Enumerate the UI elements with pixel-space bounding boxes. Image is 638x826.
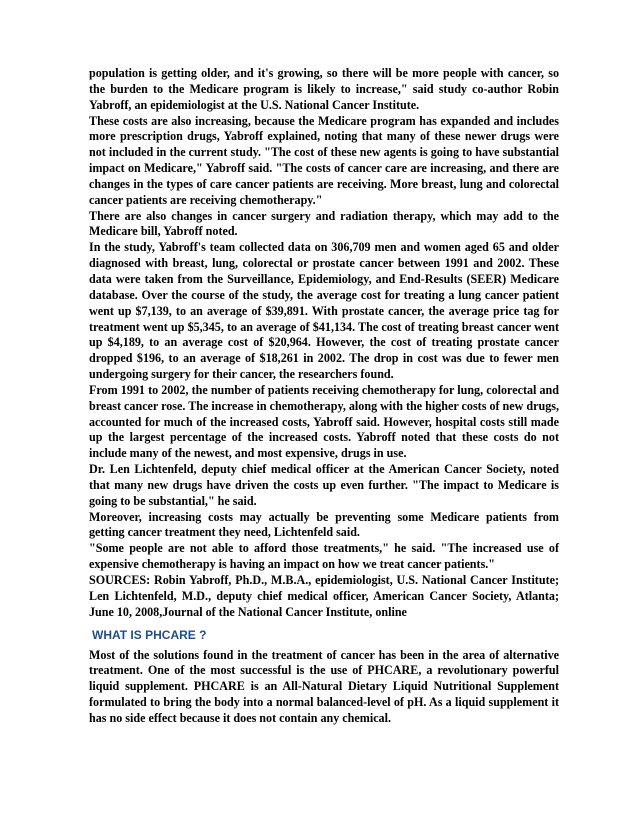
paragraph-quote: "Some people are not able to afford those treatments," he said. "The increased use of expensive chemotherapy is having an impact on how we treat cancer patients.": [89, 541, 559, 572]
paragraph-costs-increasing: These costs are also increasing, because the Medicare program has expanded and includes more prescription drugs, Yabroff explained, noting that many of these newer drugs were not included in the current study. "The cost of these new agents is going to have substantial impact on Medicare," Yabroff said. "The costs of cancer care are increasing, and there are changes in the types of care cancer patients are receiving. More breast, lung and colorectal cancer patients are receiving chemotherapy.": [89, 113, 559, 207]
paragraph-sources: SOURCES: Robin Yabroff, Ph.D., M.B.A., epidemiologist, U.S. National Cancer Institute; Len Lichtenfeld, M.D., deputy chief medical officer, American Cancer Society, Atlanta; June 10, 2008,Journal of the National Cancer Institute, online: [89, 573, 559, 619]
paragraph-medicare-burden: population is getting older, and it's growing, so there will be more people with cancer, so the burden to the Medicare program is likely to increase," said study co-author Robin Yabroff, an epidemiologist at the U.S. National Cancer Institute.: [89, 66, 559, 112]
section-heading: WHAT IS PHCARE ?: [92, 627, 207, 642]
paragraph-surgery-radiation: There are also changes in cancer surgery and radiation therapy, which may add to the Medicare bill, Yabroff noted.: [89, 208, 559, 239]
paragraph-study-data: In the study, Yabroff's team collected data on 306,709 men and women aged 65 and older diagnosed with breast, lung, colorectal or prostate cancer between 1991 and 2002. These data were taken from the Surveillance, Epidemiology, and End-Results (SEER) Medicare database. Over the course of the study, the average cost for treating a lung cancer patient went up $7,139, to an average of $39,891. With prostate cancer, the average price tag for treatment went up $5,345, to an average of $41,134. The cost of treating breast cancer went up $4,189, to an average cost of $20,964. However, the cost of treating prostate cancer dropped $196, to an average of $18,261 in 2002. The drop in cost was due to fewer men undergoing surgery for their cancer, the researchers found.: [89, 240, 559, 382]
document-page: [89, 66, 559, 727]
paragraph-lichtenfeld: Dr. Len Lichtenfeld, deputy chief medical officer at the American Cancer Society, noted that many new drugs have driven the costs up even further. "The impact to Medicare is going to be substantial," he said.: [89, 462, 559, 508]
paragraph-phcare: Most of the solutions found in the treatment of cancer has been in the area of alternative treatment. One of the most successful is the use of PHCARE, a revolutionary powerful liquid supplement. PHCARE is an All-Natural Dietary Liquid Nutritional Supplement formulated to bring the body into a normal balanced-level of pH. As a liquid supplement it has no side effect because it does not contain any chemical.: [89, 647, 559, 725]
paragraph-chemotherapy: From 1991 to 2002, the number of patients receiving chemotherapy for lung, colorectal and breast cancer rose. The increase in chemotherapy, along with the higher costs of new drugs, accounted for much of the increased costs, Yabroff said. However, hospital costs still made up the largest percentage of the increased costs. Yabroff noted that these costs do not include many of the newest, and most expensive, drugs in use.: [89, 382, 559, 461]
paragraph-access: Moreover, increasing costs may actually be preventing some Medicare patients from getting cancer treatment they need, Lichtenfeld said.: [89, 509, 559, 540]
